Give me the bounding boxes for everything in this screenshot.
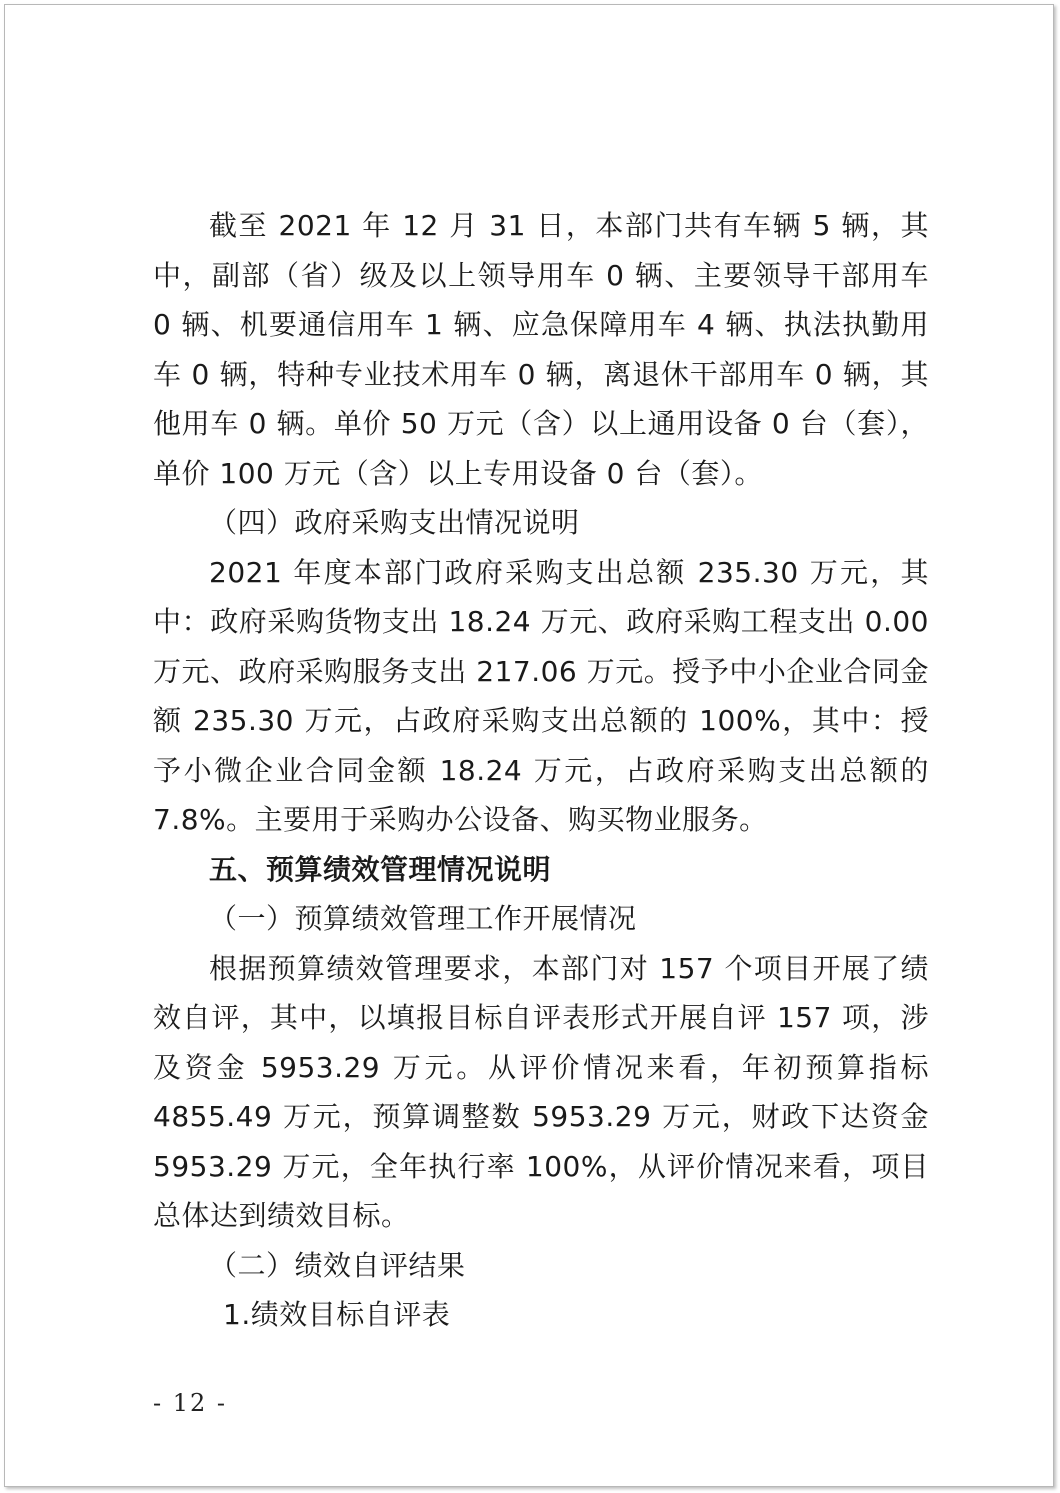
performance-work-heading: （一）预算绩效管理工作开展情况 <box>209 902 637 935</box>
page-body <box>153 201 929 1340</box>
procurement-heading: （四）政府采购支出情况说明 <box>209 506 580 539</box>
page-number: - 12 - <box>153 1389 228 1417</box>
self-evaluation-heading: （二）绩效自评结果 <box>209 1248 466 1282</box>
procurement-paragraph: 2021 年度本部门政府采购支出总额 235.30 万元，其中：政府采购货物支出 18.24 万元、政府采购工程支出 0.00 万元、政府采购服务支出 217.06 万元。授予中小企业合同金额 235.30 万元，占政府采购支出总额的 100%，其中：授予小微企业合同金额 18.24 万元，占政府采购支出总额的 7.8%。主要用于采购办公设备、购买物业服务。 <box>153 555 929 836</box>
vehicles-paragraph: 截至 2021 年 12 月 31 日，本部门共有车辆 5 辆，其中，副部（省）级及以上领导用车 0 辆、主要领导干部用车 0 辆、机要通信用车 1 辆、应急保障用车 4 辆、执法执勤用车 0 辆，特种专业技术用车 0 辆，离退休干部用车 0 辆，其他用车 0 辆。单价 50 万元（含）以上通用设备 0 台（套），单价 100 万元（含）以上专用设备 0 台（套）。 <box>153 209 929 490</box>
document-page <box>4 4 1054 1487</box>
section-five-heading: 五、预算绩效管理情况说明 <box>209 852 552 886</box>
performance-paragraph: 根据预算绩效管理要求，本部门对 157 个项目开展了绩效自评，其中，以填报目标自评表形式开展自评 157 项，涉及资金 5953.29 万元。从评价情况来看，年初预算指标 4855.49 万元，预算调整数 5953.29 万元，财政下达资金 5953.29 万元，全年执行率 100%，从评价情况来看，项目总体达到绩效目标。 <box>153 951 929 1232</box>
self-evaluation-item: 1.绩效目标自评表 <box>223 1298 451 1331</box>
